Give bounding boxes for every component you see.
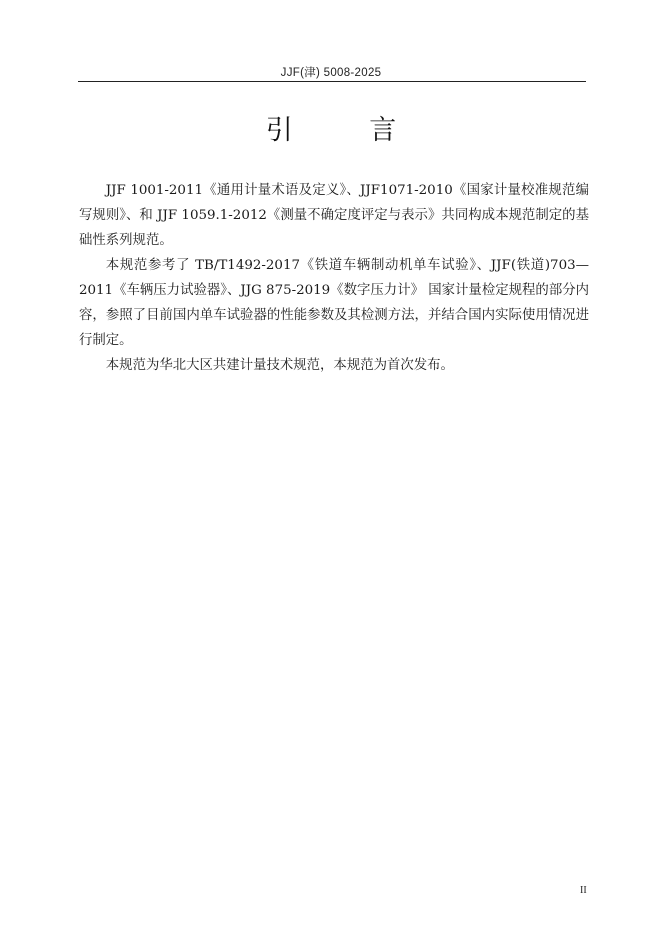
body-text: [79, 178, 589, 378]
page-header-code: JJF(津) 5008-2025: [280, 67, 382, 79]
paragraph-release: 本规范为华北大区共建计量技术规范，本规范为首次发布。: [105, 358, 454, 373]
paragraph-basis: JJF 1001-2011《通用计量术语及定义》、JJF1071-2010《国家计量校准规范编写规则》、和 JJF 1059.1-2012《测量不确定度评定与表示》共同构成本规范制定的基础性系列规范。: [79, 183, 589, 248]
page-number: II: [580, 885, 587, 896]
header-rule: [78, 81, 586, 82]
paragraph-references: 本规范参考了 TB/T1492-2017《铁道车辆制动机单车试验》、JJF(铁道)703—2011《车辆压力试验器》、JJG 875-2019《数字压力计》 国家计量检定规程的部分内容，参照了目前国内单车试验器的性能参数及其检测方法，并结合国内实际使用情况进行制定。: [79, 258, 589, 348]
page-title: 引 言: [265, 115, 431, 146]
